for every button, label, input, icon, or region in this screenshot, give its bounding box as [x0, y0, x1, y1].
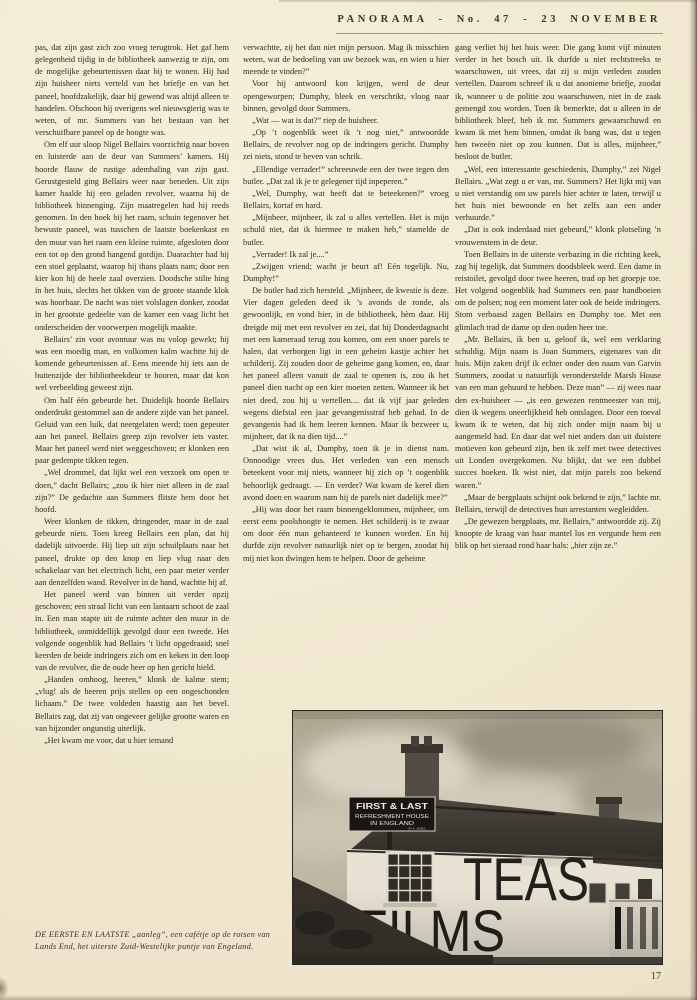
paragraph: „Wel, een interessante geschiedenis, Dumphy,” zei Nigel Bellairs. „Wat zegt u er van, mr. Summers? Het lijkt mij van u niet verstandig om uw parels hier achter te laten, terwijl u het huis niet bewoonde en het zelfs aan een ander verhuurde.”	[455, 164, 661, 223]
paragraph: „Zwijgen vriend; wacht je beurt af! Eén tegelijk. Nu, Dumphy!”	[243, 261, 449, 283]
photo-top-shade	[293, 711, 662, 719]
paragraph: De butler had zich hersteld. „Mijnheer, de kwestie is deze. Vier dagen geleden deed ik ’s avonds de ronde, als gewoonlijk, en vond hier, in de bibliotheek, hèm daar. Hij dreigde mij met een revolver en zei, dat hij Donderdagnacht met een kameraad terug zou komen, om een snoer parels te halen, dat verborgen ligt in een geheim kastje achter het schilderij. Zij zouden door de geheime gang komen, en, daar het paneel alleen vanuit de zaal te openen is, zou ik het paneel dien nacht op een kier moeten zetten. Wanneer ik het niet deed, zou hij u vertellen.... dat ik vijf jaar geleden wegens diefstal een jaar gevangenisstraf heb gehad. In de gevangenis had ik hem leeren kennen. Maar ik bezweer u, mijnheer, dat ik na dien tijd....”	[243, 286, 449, 441]
paragraph: „Wat — wat is dat?” riep de huisheer.	[252, 115, 379, 125]
text-column-2	[243, 42, 449, 565]
paragraph: „Hij was door het raam binnengeklommen, mijnheer, om eerst eens poolshoogte te nemen. Het schilderij is te zwaar om door één man gehanteerd te kunnen worden. En hij durfde zijn revolver natuurlijk niet op te bergen, zoodat hij mij niet kon dwingen hem te helpen. Door de geheime	[243, 504, 449, 563]
page-edge-shadow-bottom	[0, 995, 697, 1000]
paragraph: Het paneel werd van binnen uit verder opzij geschoven; een straal licht van een lantaarn schoot de zaal in. Een man stapte uit de ruimte achter den muur in de bibliotheek, onmiddellijk gevolgd door een tweede. Het volgende oogenblik had Bellairs ’t licht opgedraaid; snel keerden de beide indringers zich om en keken in den loop van de revolver, die de oude heer op hen gericht hield.	[35, 590, 229, 672]
paragraph: „De gewezen bergplaats, mr. Bellairs,” antwoordde zij. Zij knoopte de kraag van haar mantel los en vergunde hem een blik op het sieraad rond haar hals: „hier zijn ze.”	[455, 517, 661, 551]
paragraph: Weer klonken de tikken, dringender, maar in de zaal gebeurde niets. Toen kreeg Bellairs een plan, dat hij dadelijk uitvoerde. Hij liep uit zijn schuilplaats naar het paneel, drukte op den knop en liep vlug naar den schakelaar van het electrisch licht, een paar meter verder aan denzelfden wand. Revolver in de hand, wachtte hij af.	[35, 517, 229, 587]
text-column-1	[35, 42, 229, 747]
paragraph: gang verliet hij het huis weer. Die gang komt vijf minuten verder in het bosch uit. Ik durfde u niet rechtstreeks te waarschuwen, uit vrees, dat zij u mijn verleden zouden vertellen. Daarom schreef ik u dat anonieme briefje, zoodat ik, wanneer u de politie zou waarschuwen, niet in de zaak gemengd zou worden. Toen ik bemerkte, dat u alleen in de bibliotheek bleef, heb ik mr. Summers gewaarschuwd en kwam ik met hem binnen, omdat ik bang was, dat u tegen hen tweeën niet op zou kunnen. Dat is alles, mijnheer,” besloot de butler.	[455, 43, 661, 162]
photo-caption: DE EERSTE EN LAATSTE „aanleg”, een cafétje op de rotsen van Lands End, het uiterste Zuid-Westelijke puntje van Engeland.	[35, 930, 271, 951]
header-rule	[336, 33, 663, 34]
page-edge-shadow-right	[689, 0, 697, 1000]
paragraph: „Mijnheer, mijnheer, ik zal u alles vertellen. Het is mijn schuld niet, dat ik hiermee te maken heb,” stamelde de butler.	[243, 213, 449, 247]
photo-vignette	[293, 711, 662, 964]
paragraph: Bellairs’ zin voor avontuur was nu volop gewekt; hij was een moedig man, en volkomen kalm wachtte hij de komende gebeurtenissen af. Eens meende hij iets aan de buitenzijde der bibliotheekdeur te hooren, maar dat kon wel verbeelding geweest zijn.	[35, 334, 229, 393]
paragraph: „Wel drommel, dat lijkt wel een verzoek om open te doen,” dacht Bellairs; „zou ik hier niet alleen in de zaal zijn?” De gedachte aan Summers flitste hem door het hoofd.	[35, 468, 229, 514]
paragraph: „Handen omhoog, heeren,” klonk de kalme stem; „vlug! als de heeren prijs stellen op een ongeschonden lichaam.” De twee voldeden haastig aan het bevel. Bellairs zag, dat zij van ongeveer gelijke grootte waren en van bijzonder ongunstig uiterlijk.	[35, 675, 229, 733]
masthead: PANORAMA - No. 47 - 23 NOVEMBER	[337, 14, 661, 25]
paragraph: „Wel, Dumphy, wat heeft dat te beteekenen?” vroeg Bellairs, kortaf en hard.	[243, 188, 449, 211]
paragraph: Om half één gebeurde het. Duidelijk hoorde Bellairs onderdrukt gestommel aan de andere zijde van het paneel. Geluid van een luik, dat neergelaten werd; toen gepeuter aan het paneel. Bellairs greep zijn revolver iets vaster. Maar het paneel werd niet weggeschoven; er klonken een paar gedempte tikken tegen.	[35, 395, 229, 466]
paragraph: „Op ’t oogenblik weet ik ’t nog niet,” antwoordde Bellairs, de revolver nog op de indringers gericht. Dumphy zei niets, stond te beven van schrik.	[243, 128, 449, 162]
paragraph: verwachtte, zij het dan niet mijn persoon. Mag ik misschien weten, wat de bedoeling van uw bezoek was, en wien u hier meende te vinden?”	[243, 43, 449, 77]
paragraph: „Het kwam me voor, dat u hier iemand	[44, 735, 174, 745]
paragraph: „Mr. Bellairs, ik ben u, geloof ik, wel een verklaring schuldig. Mijn naam is Joan Summers, eigenares van dit huis. Mijn zaken drijf ik echter onder den naam van Garvin Summers, zoodat u natuurlijk veronderstelde Marsh House van een man gehuurd te hebben. Deze man” — zij wees naar den ex-huisheer — „is een gewezen rentmeester van mij, dien ik wegens oneerlijkheid heb ontslagen. Door een toeval kwam ik te weten, dat hij zich onder mijn naam bij u aangemeld had. En daar dat wel niet anders dan uit duistere motieven kon gebeurd zijn, ben ik zelf met twee detectives uit Londen overgekomen. Nu blijkt, dat we een dubbel succes boeken. Ik wist niet, dat mijn parels zoo bekend waren.”	[455, 334, 661, 490]
paragraph: Toen Bellairs in de uiterste verbazing in die richting keek, zag hij tegelijk, dat Summers doodsbleek werd. Een dame in reistoilet, gevolgd door twee heeren, trad op het groepje toe. Het volgend oogenblik had Summers een paar handboeien om de polsen; nog een moment later ook de beide indringers. Stom verbaasd zagen Bellairs en Dumphy toe. Met een glimlach trad de dame op den ouden heer toe.	[455, 249, 661, 332]
page-corner-mark	[0, 977, 8, 1000]
paragraph: „Ellendige verrader!” schreeuwde een der twee tegen den butler. „Dat zal ik je te gelegener tijd inpeperen.”	[243, 164, 449, 186]
text-column-3	[455, 42, 661, 553]
paragraph: Voor hij antwoord kon krijgen, werd de deur opengeworpen; Dumphy, bleek en verschrikt, vloog naar binnen, gevolgd door Summers.	[243, 79, 449, 113]
paragraph: „Verrader! Ik zal je....”	[252, 249, 329, 259]
page-edge-shadow-top	[279, 0, 697, 3]
paragraph: „Dat wist ik al, Dumphy, toen ik je in dienst nam. Onnoodige vrees dus. Het verleden van een mensch beteekent voor mij niets, wanneer hij zich op ’t oogenblik behoorlijk gedraagt. — En verder? Wat kwam de kerel dien avond doen en waarom nam hij de parels niet dadelijk mee?”	[243, 444, 449, 502]
photo-illustration	[293, 711, 662, 964]
paragraph: Om elf uur sloop Nigel Bellairs voorzichtig naar boven en luisterde aan de deur van Summers’ kamers. Hij hoorde flauw de rustige ademhaling van zijn gast. Gerustgesteld ging Bellairs weer naar beneden. Uit zijn kamer haalde hij een geladen revolver, waarna hij de bibliotheek binnenging. Zijn maatregelen had hij reeds genomen. In den hoek bij het raam, schuin tegenover het bewuste paneel, was tusschen de laatste boekenkast en den muur van het raam een kleine ruimte, afgesloten door een tot op den grond hangend gordijn. Daarachter had hij een stoel geplaatst, waarop hij thans plaats nam; door een kier kon hij de heele zaal overzien. Doodsche stilte hing in het huis, slechts het tikken van de groote staande klok was hoorbaar. De nacht was niet volslagen donker, zoodat in het grootste gedeelte van de kamer een vaag licht het onderscheiden der voorwerpen mogelijk maakte.	[35, 140, 229, 332]
page-number: 17	[651, 971, 661, 982]
paragraph: pas, dat zijn gast zich zoo vroeg terugtrok. Het gaf hem gelegenheid tijdig in de bibliotheek aanwezig te zijn, om de mogelijke gebeurtenissen daar bij te wonen. Hij had zijn huisheer niets verteld van het briefje en van het paneel, hoofdzakelijk, daar hij gewend was altijd alleen te handelen. Ofschoon hij overigens wel nieuwsgierig was te weten, of mr. Summers van het bestaan van het verschuifbare paneel op de hoogte was.	[35, 43, 229, 138]
photo-first-and-last-cafe	[292, 710, 663, 965]
paragraph: „Dat is ook inderdaad niet gebeurd,” klonk plotseling ’n vrouwenstem in de deur.	[455, 225, 661, 247]
paragraph: „Maar de bergplaats schijnt ook bekend te zijn,” lachte mr. Bellairs, terwijl de detectives hun arrestanten wegleidden.	[455, 492, 661, 514]
